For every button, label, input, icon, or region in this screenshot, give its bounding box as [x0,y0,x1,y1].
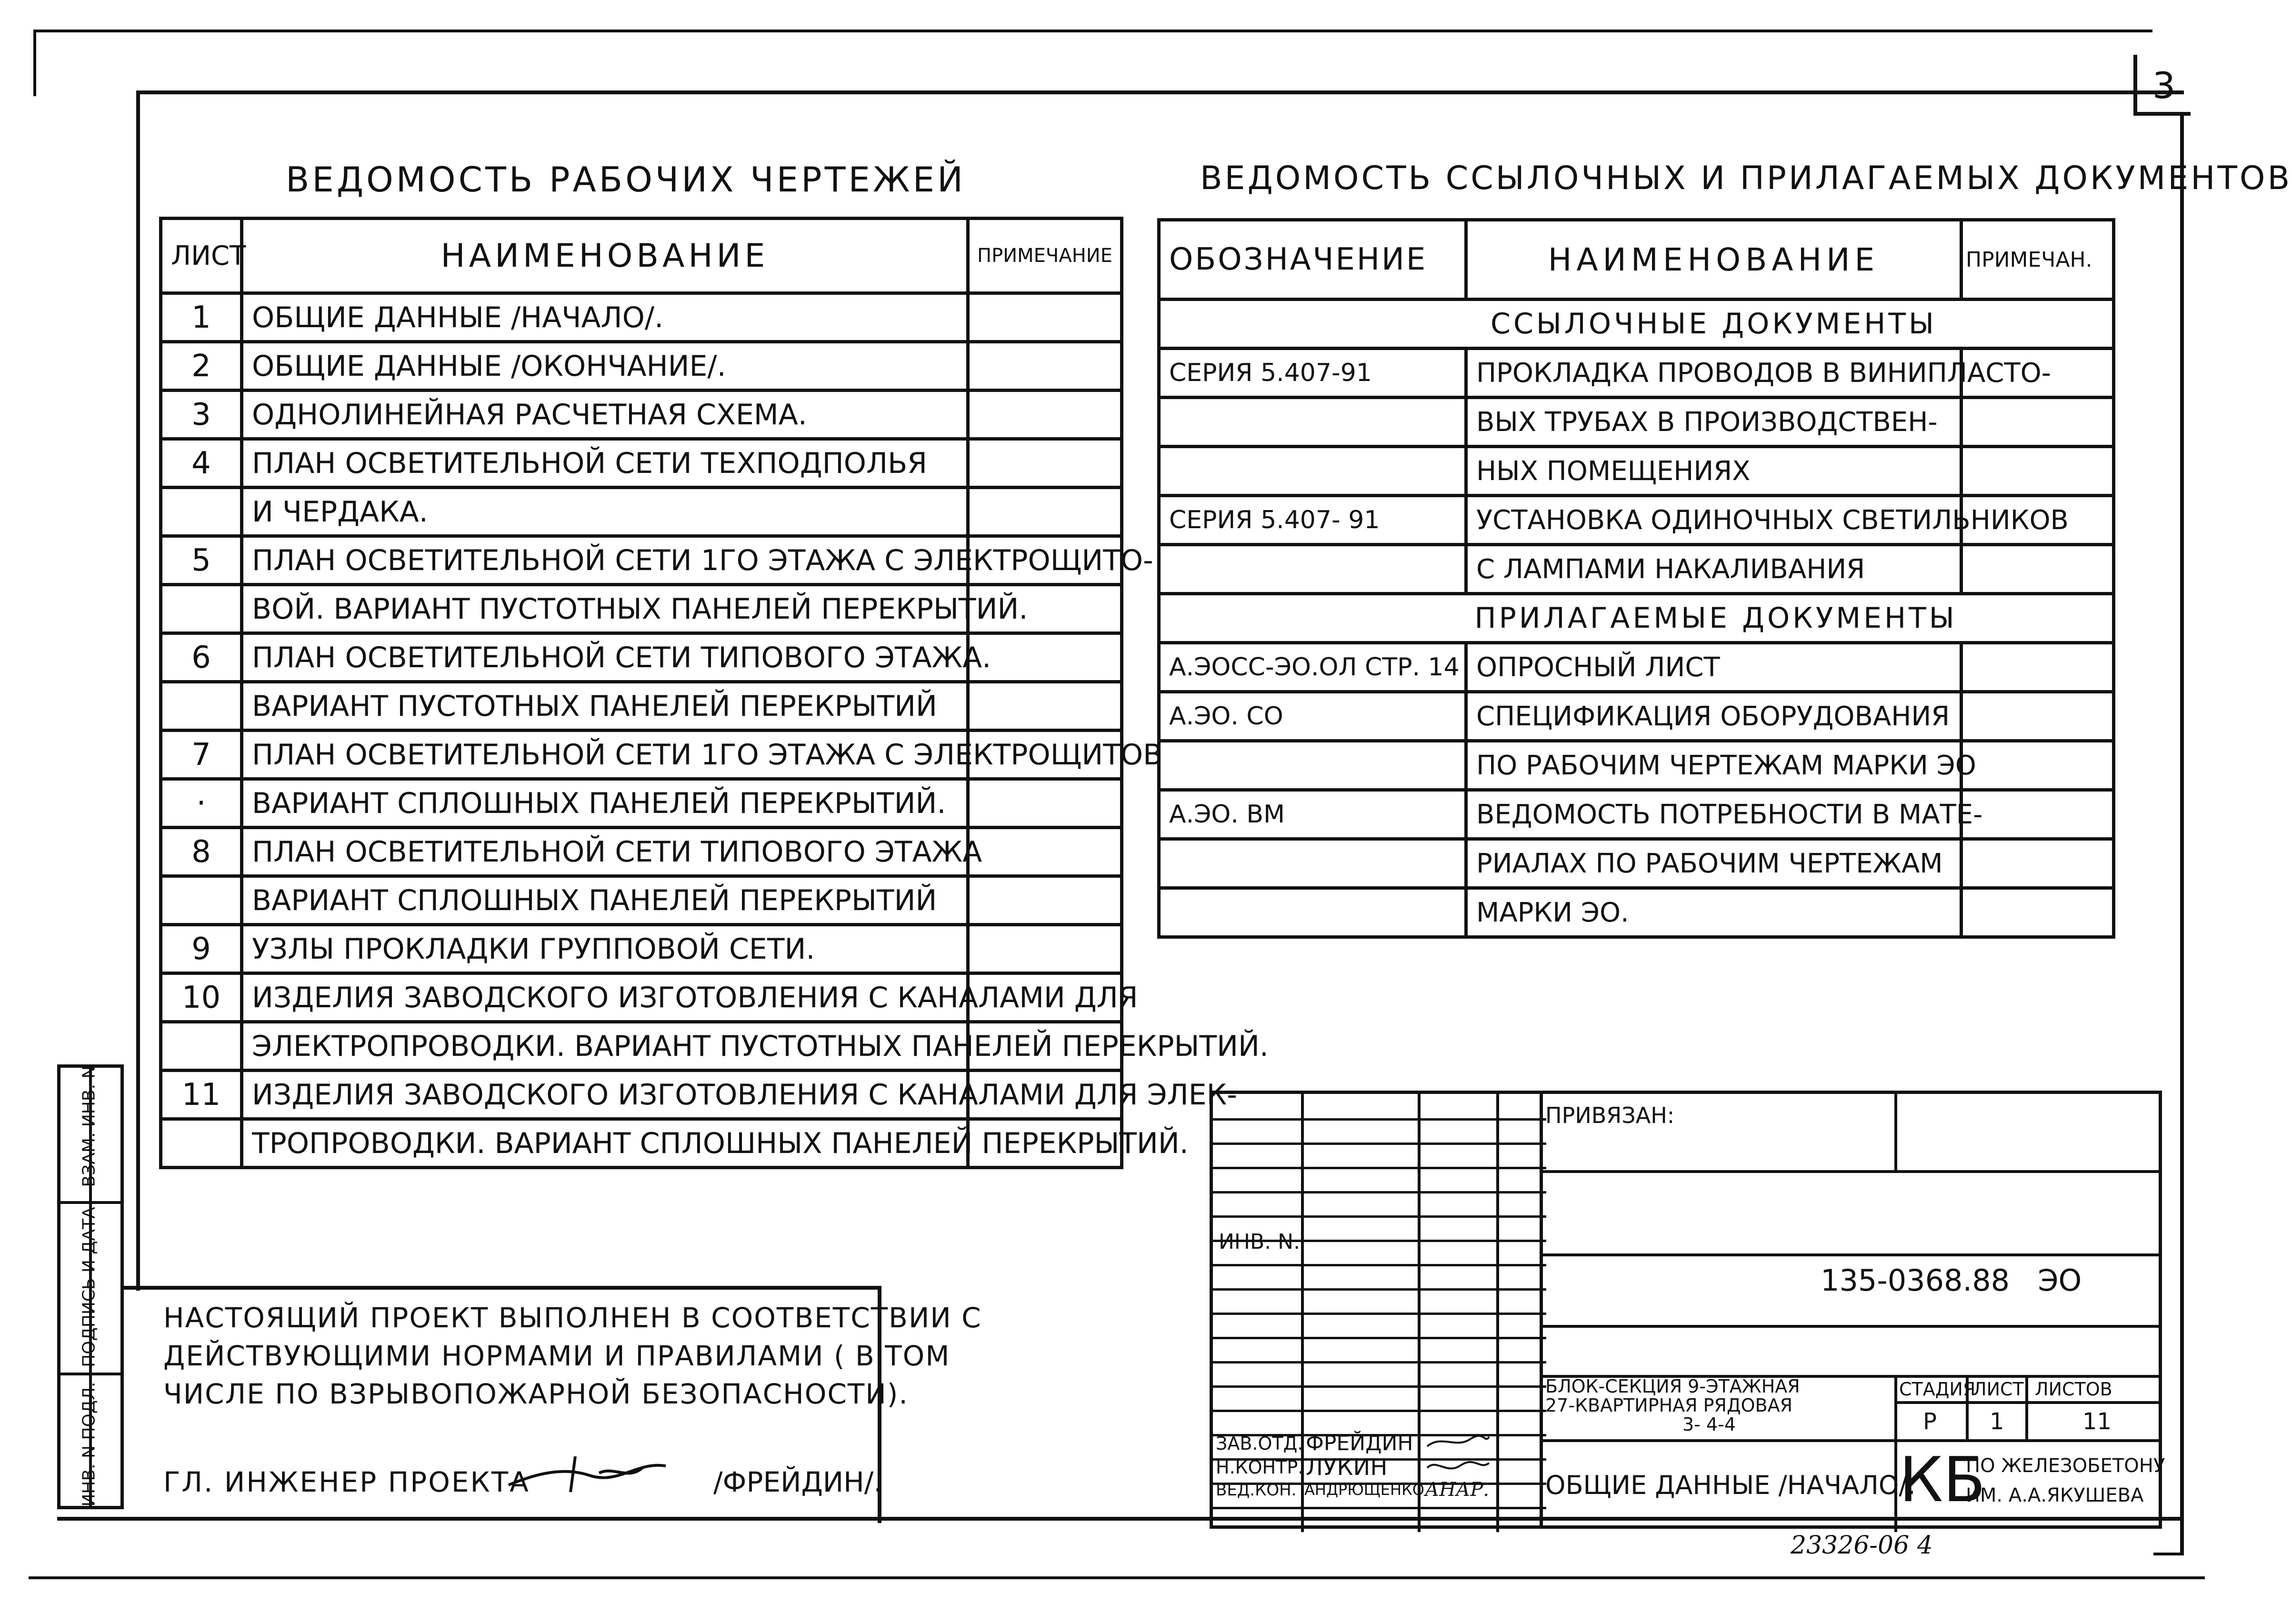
table-row [1159,398,2114,447]
row-sheet-number: 3 [161,391,242,439]
row-document-code [1159,888,1466,937]
table-row [1159,496,2114,545]
row-note [1962,888,2114,937]
table-row [161,536,1122,585]
row-drawing-name: ПЛАН ОСВЕТИТЕЛЬНОЙ СЕТИ ТЕХПОДПОЛЬЯ [242,439,968,488]
table-row [1159,790,2114,839]
row-document-name: МАРКИ ЭО. [1466,888,1962,937]
row-drawing-name: ПЛАН ОСВЕТИТЕЛЬНОЙ СЕТИ 1ГО ЭТАЖА С ЭЛЕКТРОЩИТО- [242,536,968,585]
row-note [1962,692,2114,741]
bound-label: ПРИВЯЗАН: [1545,1103,1675,1128]
side-stamp [57,1064,124,1509]
signature-mark-3: АНАР. [1425,1479,1490,1501]
reference-documents-title: ВЕДОМОСТЬ ССЫЛОЧНЫХ И ПРИЛАГАЕМЫХ ДОКУМЕНТОВ [1200,160,2292,197]
signature-role-1: ЗАВ.ОТД. [1216,1433,1303,1454]
row-document-code [1159,447,1466,496]
row-drawing-name: ВОЙ. ВАРИАНТ ПУСТОТНЫХ ПАНЕЛЕЙ ПЕРЕКРЫТИЙ. [242,585,968,633]
side-stamp-label-sign: ПОДПИСЬ И ДАТА [79,1207,99,1367]
row-note [1962,643,2114,692]
building-line-3: 3- 4-4 [1682,1414,1736,1435]
row-document-code: А.ЭО. ВМ [1159,790,1466,839]
column-header-note: ПРИМЕЧАН. [1962,220,2114,300]
chief-engineer-label: ГЛ. ИНЖЕНЕР ПРОЕКТА [163,1466,530,1498]
row-document-code [1159,398,1466,447]
table-row [161,585,1122,633]
table-row [161,1022,1122,1071]
grid-row-line [1213,1191,1546,1193]
project-code: 135-0368.88 ЭО [1821,1263,2082,1298]
frame-left [136,90,140,1291]
frame-right-lower [2153,1553,2184,1555]
row-document-code [1159,839,1466,888]
row-note [968,779,1122,828]
row-document-name: УСТАНОВКА ОДИНОЧНЫХ СВЕТИЛЬНИКОВ [1466,496,1962,545]
sheet-title: ОБЩИЕ ДАННЫЕ /НАЧАЛО/. [1545,1470,1916,1500]
row-sheet-number [161,1022,242,1071]
table-row [161,682,1122,731]
row-document-name: НЫХ ПОМЕЩЕНИЯХ [1466,447,1962,496]
stage-head-line [1894,1401,2162,1404]
frame-top [136,90,2184,94]
compliance-line-3: ЧИСЛЕ ПО ВЗРЫВОПОЖАРНОЙ БЕЗОПАСНОСТИ). [163,1378,909,1410]
row-drawing-name: ВАРИАНТ СПЛОШНЫХ ПАНЕЛЕЙ ПЕРЕКРЫТИЙ [242,876,968,925]
table-row [161,973,1122,1022]
row-sheet-number [161,1119,242,1168]
sheet-label: ЛИСТ [1973,1379,2024,1400]
row-note [968,925,1122,973]
compliance-note-box [123,1286,982,1523]
column-header-sheet: ЛИСТ [161,219,242,293]
side-stamp-label-swap: ВЗАМ. ИНВ. N [79,1065,99,1187]
row-drawing-name: УЗЛЫ ПРОКЛАДКИ ГРУППОВОЙ СЕТИ. [242,925,968,973]
grid-row-line [1213,1167,1546,1169]
row-note [1962,447,2114,496]
side-stamp-label-inv: ИНВ. N ПОДЛ. [79,1382,99,1507]
row-sheet-number: 8 [161,828,242,876]
grid-row-line [1213,1507,1546,1509]
grid-row-line [1213,1337,1546,1339]
table-row [161,925,1122,973]
row-sheet-number: 4 [161,439,242,488]
row-document-code: СЕРИЯ 5.407- 91 [1159,496,1466,545]
table-row [161,391,1122,439]
row-line-5 [1540,1439,2162,1442]
side-stamp-sep-2 [60,1373,120,1375]
sheets-label: ЛИСТОВ [2035,1379,2112,1400]
chief-engineer-name: /ФРЕЙДИН/. [713,1466,882,1498]
compliance-line-1: НАСТОЯЩИЙ ПРОЕКТ ВЫПОЛНЕН В СООТВЕТСТВИИ С [163,1302,982,1334]
table-row [1159,888,2114,937]
signature-role-3: ВЕД.КОН. [1216,1481,1297,1500]
row-drawing-name: ОБЩИЕ ДАННЫЕ /НАЧАЛО/. [242,293,968,342]
row-sheet-number [161,682,242,731]
column-header-code: ОБОЗНАЧЕНИЕ [1159,220,1466,300]
table-header-row [1159,220,2114,300]
table-row [161,633,1122,682]
row-drawing-name: ВАРИАНТ ПУСТОТНЫХ ПАНЕЛЕЙ ПЕРЕКРЫТИЙ [242,682,968,731]
archive-number: 23326-06 4 [1791,1531,1933,1560]
row-sheet-number: 9 [161,925,242,973]
table-row [161,731,1122,779]
building-line-2: 27-КВАРТИРНАЯ РЯДОВАЯ [1545,1395,1793,1416]
signature-mark-2 [1422,1454,1494,1477]
stage-col-3 [2025,1375,2028,1439]
grid-row-line [1213,1215,1546,1218]
row-document-code [1159,741,1466,790]
row-note [968,682,1122,731]
row-document-code: А.ЭО. СО [1159,692,1466,741]
row-sheet-number: 10 [161,973,242,1022]
section-empty-cell [1159,594,1466,643]
row-sheet-number: 5 [161,536,242,585]
row-drawing-name: ИЗДЕЛИЯ ЗАВОДСКОГО ИЗГОТОВЛЕНИЯ С КАНАЛАМИ ДЛЯ ЭЛЕК- [242,1071,968,1119]
inv-label: ИНВ. N. [1219,1230,1301,1254]
signature-name-3: АНДРЮЩЕНКО [1304,1481,1424,1499]
signature-grid [1210,1091,1543,1529]
table-row [161,1071,1122,1119]
row-document-code [1159,545,1466,594]
row-document-name: ВЕДОМОСТЬ ПОТРЕБНОСТИ В МАТЕ- [1466,790,1962,839]
table-row [161,342,1122,391]
table-row [161,779,1122,828]
bound-divider-v [1894,1094,1897,1170]
stage-value: Р [1923,1408,1937,1435]
column-header-name: НАИМЕНОВАНИЕ [242,219,968,293]
row-line-3 [1540,1325,2162,1328]
row-sheet-number: · [161,779,242,828]
left-edge-line [33,30,36,96]
org-line-1: ПО ЖЕЛЕЗОБЕТОНУ [1966,1455,2165,1477]
grid-row-line [1213,1313,1546,1315]
table-row [161,488,1122,536]
table-row [161,1119,1122,1168]
row-line-1 [1540,1170,2162,1173]
row-drawing-name: ТРОПРОВОДКИ. ВАРИАНТ СПЛОШНЫХ ПАНЕЛЕЙ ПЕРЕКРЫТИЙ. [242,1119,968,1168]
section-referenced-row [1159,300,2114,349]
row-document-name: ПО РАБОЧИМ ЧЕРТЕЖАМ МАРКИ ЭО [1466,741,1962,790]
row-note [968,439,1122,488]
column-header-name: НАИМЕНОВАНИЕ [1466,220,1962,300]
row-sheet-number: 1 [161,293,242,342]
row-note [968,828,1122,876]
title-block-right [1540,1091,2165,1529]
grid-row-line [1213,1118,1546,1121]
grid-row-line [1213,1143,1546,1145]
signature-role-2: Н.КОНТР. [1216,1457,1304,1478]
row-drawing-name: ОДНОЛИНЕЙНАЯ РАСЧЕТНАЯ СХЕМА. [242,391,968,439]
row-sheet-number: 11 [161,1071,242,1119]
org-mark: КБ [1899,1444,1986,1516]
row-document-name: СПЕЦИФИКАЦИЯ ОБОРУДОВАНИЯ [1466,692,1962,741]
working-drawings-title: ВЕДОМОСТЬ РАБОЧИХ ЧЕРТЕЖЕЙ [286,160,966,200]
row-note [1962,839,2114,888]
row-drawing-name: ПЛАН ОСВЕТИТЕЛЬНОЙ СЕТИ ТИПОВОГО ЭТАЖА. [242,633,968,682]
row-sheet-number [161,488,242,536]
row-sheet-number: 2 [161,342,242,391]
section-title: ССЫЛОЧНЫЕ ДОКУМЕНТЫ [1466,300,1962,349]
signature-mark-1 [1422,1430,1494,1454]
row-drawing-name: ПЛАН ОСВЕТИТЕЛЬНОЙ СЕТИ ТИПОВОГО ЭТАЖА [242,828,968,876]
section-empty-cell [1962,300,2114,349]
row-line-2 [1540,1253,2162,1256]
row-document-name: С ЛАМПАМИ НАКАЛИВАНИЯ [1466,545,1962,594]
row-drawing-name: ЭЛЕКТРОПРОВОДКИ. ВАРИАНТ ПУСТОТНЫХ ПАНЕЛЕЙ ПЕРЕКРЫТИЙ. [242,1022,968,1071]
stage-divider-v [1894,1375,1897,1532]
row-drawing-name: ВАРИАНТ СПЛОШНЫХ ПАНЕЛЕЙ ПЕРЕКРЫТИЙ. [242,779,968,828]
table-row [161,439,1122,488]
grid-row-line [1213,1410,1546,1412]
signature-name-1: ФРЕЙДИН [1306,1431,1413,1455]
section-empty-cell [1962,594,2114,643]
row-document-name: ОПРОСНЫЙ ЛИСТ [1466,643,1962,692]
column-header-note: ПРИМЕЧАНИЕ [968,219,1122,293]
row-sheet-number [161,876,242,925]
row-note [1962,790,2114,839]
row-sheet-number: 7 [161,731,242,779]
row-note [1962,398,2114,447]
row-sheet-number: 6 [161,633,242,682]
grid-row-line [1213,1288,1546,1291]
sheet-number-box [2133,55,2191,116]
row-drawing-name: ПЛАН ОСВЕТИТЕЛЬНОЙ СЕТИ 1ГО ЭТАЖА С ЭЛЕКТРОЩИТОВ [242,731,968,779]
compliance-line-2: ДЕЙСТВУЮЩИМИ НОРМАМИ И ПРАВИЛАМИ ( В ТОМ [163,1340,951,1372]
row-note [968,488,1122,536]
row-drawing-name: ОБЩИЕ ДАННЫЕ /ОКОНЧАНИЕ/. [242,342,968,391]
table-row [1159,741,2114,790]
table-row [1159,349,2114,398]
row-note [1962,741,2114,790]
table-row [161,828,1122,876]
row-note [968,391,1122,439]
row-note [968,293,1122,342]
row-document-name: ВЫХ ТРУБАХ В ПРОИЗВОДСТВЕН- [1466,398,1962,447]
row-note [968,342,1122,391]
row-document-code: А.ЭОСС-ЭО.ОЛ СТР. 14 [1159,643,1466,692]
table-header-row [161,219,1122,293]
table-row [1159,643,2114,692]
row-document-name: РИАЛАХ ПО РАБОЧИМ ЧЕРТЕЖАМ [1466,839,1962,888]
row-document-name: ПРОКЛАДКА ПРОВОДОВ В ВИНИПЛАСТО- [1466,349,1962,398]
section-empty-cell [1159,300,1466,349]
building-line-1: БЛОК-СЕКЦИЯ 9-ЭТАЖНАЯ [1545,1376,1800,1397]
grid-row-line [1213,1385,1546,1388]
section-title: ПРИЛАГАЕМЫЕ ДОКУМЕНТЫ [1466,594,1962,643]
table-row [161,876,1122,925]
top-edge-line [33,30,2152,32]
reference-documents-table [1157,218,2115,939]
chief-engineer-signature [504,1447,675,1499]
table-row [161,293,1122,342]
sheets-value: 11 [2082,1408,2112,1435]
row-drawing-name: ИЗДЕЛИЯ ЗАВОДСКОГО ИЗГОТОВЛЕНИЯ С КАНАЛАМИ ДЛЯ [242,973,968,1022]
grid-row-line [1213,1361,1546,1363]
stage-label: СТАДИЯ [1899,1379,1976,1400]
table-row [1159,545,2114,594]
section-attached-row [1159,594,2114,643]
grid-row-line [1213,1264,1546,1266]
signature-name-2: ЛУКИН [1306,1454,1388,1481]
sheet-number: 3 [2152,64,2176,107]
frame-right [2180,114,2184,1553]
row-drawing-name: И ЧЕРДАКА. [242,488,968,536]
table-row [1159,447,2114,496]
org-line-2: ИМ. А.А.ЯКУШЕВА [1966,1484,2144,1506]
row-document-code: СЕРИЯ 5.407-91 [1159,349,1466,398]
title-block [1210,1091,2165,1529]
table-row [1159,839,2114,888]
bottom-edge-line [29,1576,2205,1579]
row-note [1962,545,2114,594]
row-note [968,876,1122,925]
side-stamp-sep-1 [60,1201,120,1204]
row-sheet-number [161,585,242,633]
table-row [1159,692,2114,741]
sheet-value: 1 [1990,1408,2004,1435]
